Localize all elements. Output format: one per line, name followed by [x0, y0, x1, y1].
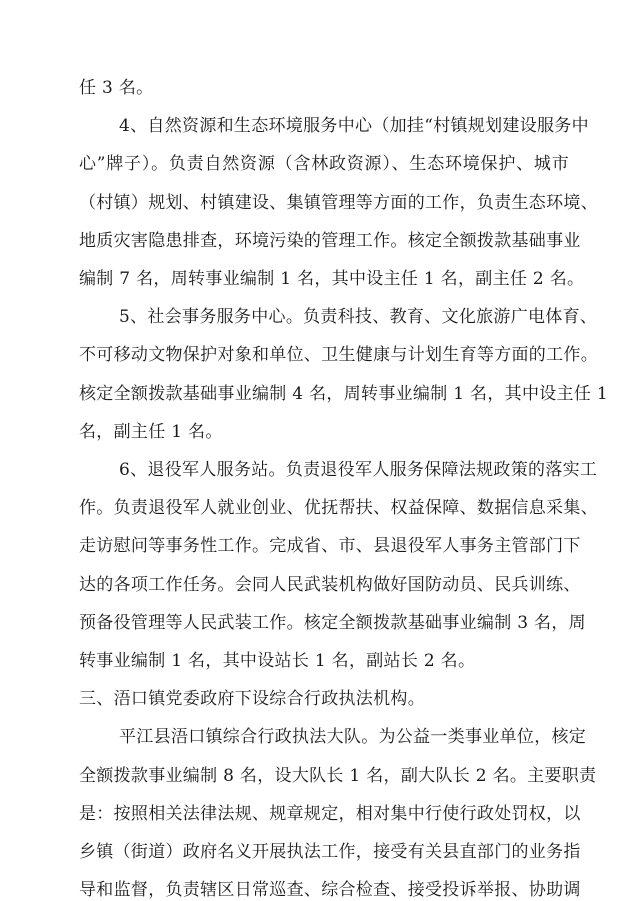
section-heading: 三、浯口镇党委政府下设综合行政执法机构。	[79, 689, 425, 710]
text-line: 6、退役军人服务站。负责退役军人服务保障法规政策的落实工	[119, 460, 598, 480]
text-line: 名，副主任 1 名。	[79, 421, 223, 442]
text-line: 达的各项工作任务。会同人民武装机构做好国防动员、民兵训练、	[79, 574, 581, 595]
text-line: 5、社会事务服务中心。负责科技、教育、文化旅游广电体育、	[119, 307, 598, 328]
text-line: （村镇）规划、村镇建设、集镇管理等方面的工作，负责生态环境、	[79, 192, 598, 213]
text-line: 地质灾害隐患排查，环境污染的管理工作。核定全额拨款基础事业	[79, 230, 581, 251]
text-line: 导和监督，负责辖区日常巡查、综合检查、接受投诉举报、协助调	[79, 880, 581, 901]
text-line: 心”牌子）。负责自然资源（含林政资源）、生态环境保护、城市	[79, 154, 569, 175]
text-line: 不可移动文物保护对象和单位、卫生健康与计划生育等方面的工作。	[79, 345, 598, 366]
text-line: 平江县浯口镇综合行政执法大队。为公益一类事业单位，核定	[119, 727, 587, 748]
text-line: 是：按照相关法律法规、规章规定，相对集中行使行政处罚权，以	[79, 803, 581, 824]
text-line: 4、自然资源和生态环境服务中心（加挂“村镇规划建设服务中	[119, 116, 589, 137]
text-line: 编制 7 名，周转事业编制 1 名，其中设主任 1 名，副主任 2 名。	[79, 269, 585, 289]
text-line: 全额拨款事业编制 8 名，设大队长 1 名，副大队长 2 名。主要职责	[79, 765, 597, 786]
text-line: 走访慰问等事务性工作。完成省、市、县退役军人事务主管部门下	[79, 536, 581, 557]
text-line: 任 3 名。	[79, 78, 154, 98]
text-line: 预备役管理等人民武装工作。核定全额拨款基础事业编制 3 名，周	[79, 612, 586, 633]
text-line: 转事业编制 1 名，其中设站长 1 名，副站长 2 名。	[79, 651, 476, 671]
text-line: 核定全额拨款基础事业编制 4 名，周转事业编制 1 名，其中设主任 1	[79, 383, 608, 404]
text-line: 作。负责退役军人就业创业、优抚帮扶、权益保障、数据信息采集、	[79, 498, 598, 519]
text-line: 乡镇（街道）政府名义开展执法工作，接受有关县直部门的业务指	[79, 842, 581, 862]
